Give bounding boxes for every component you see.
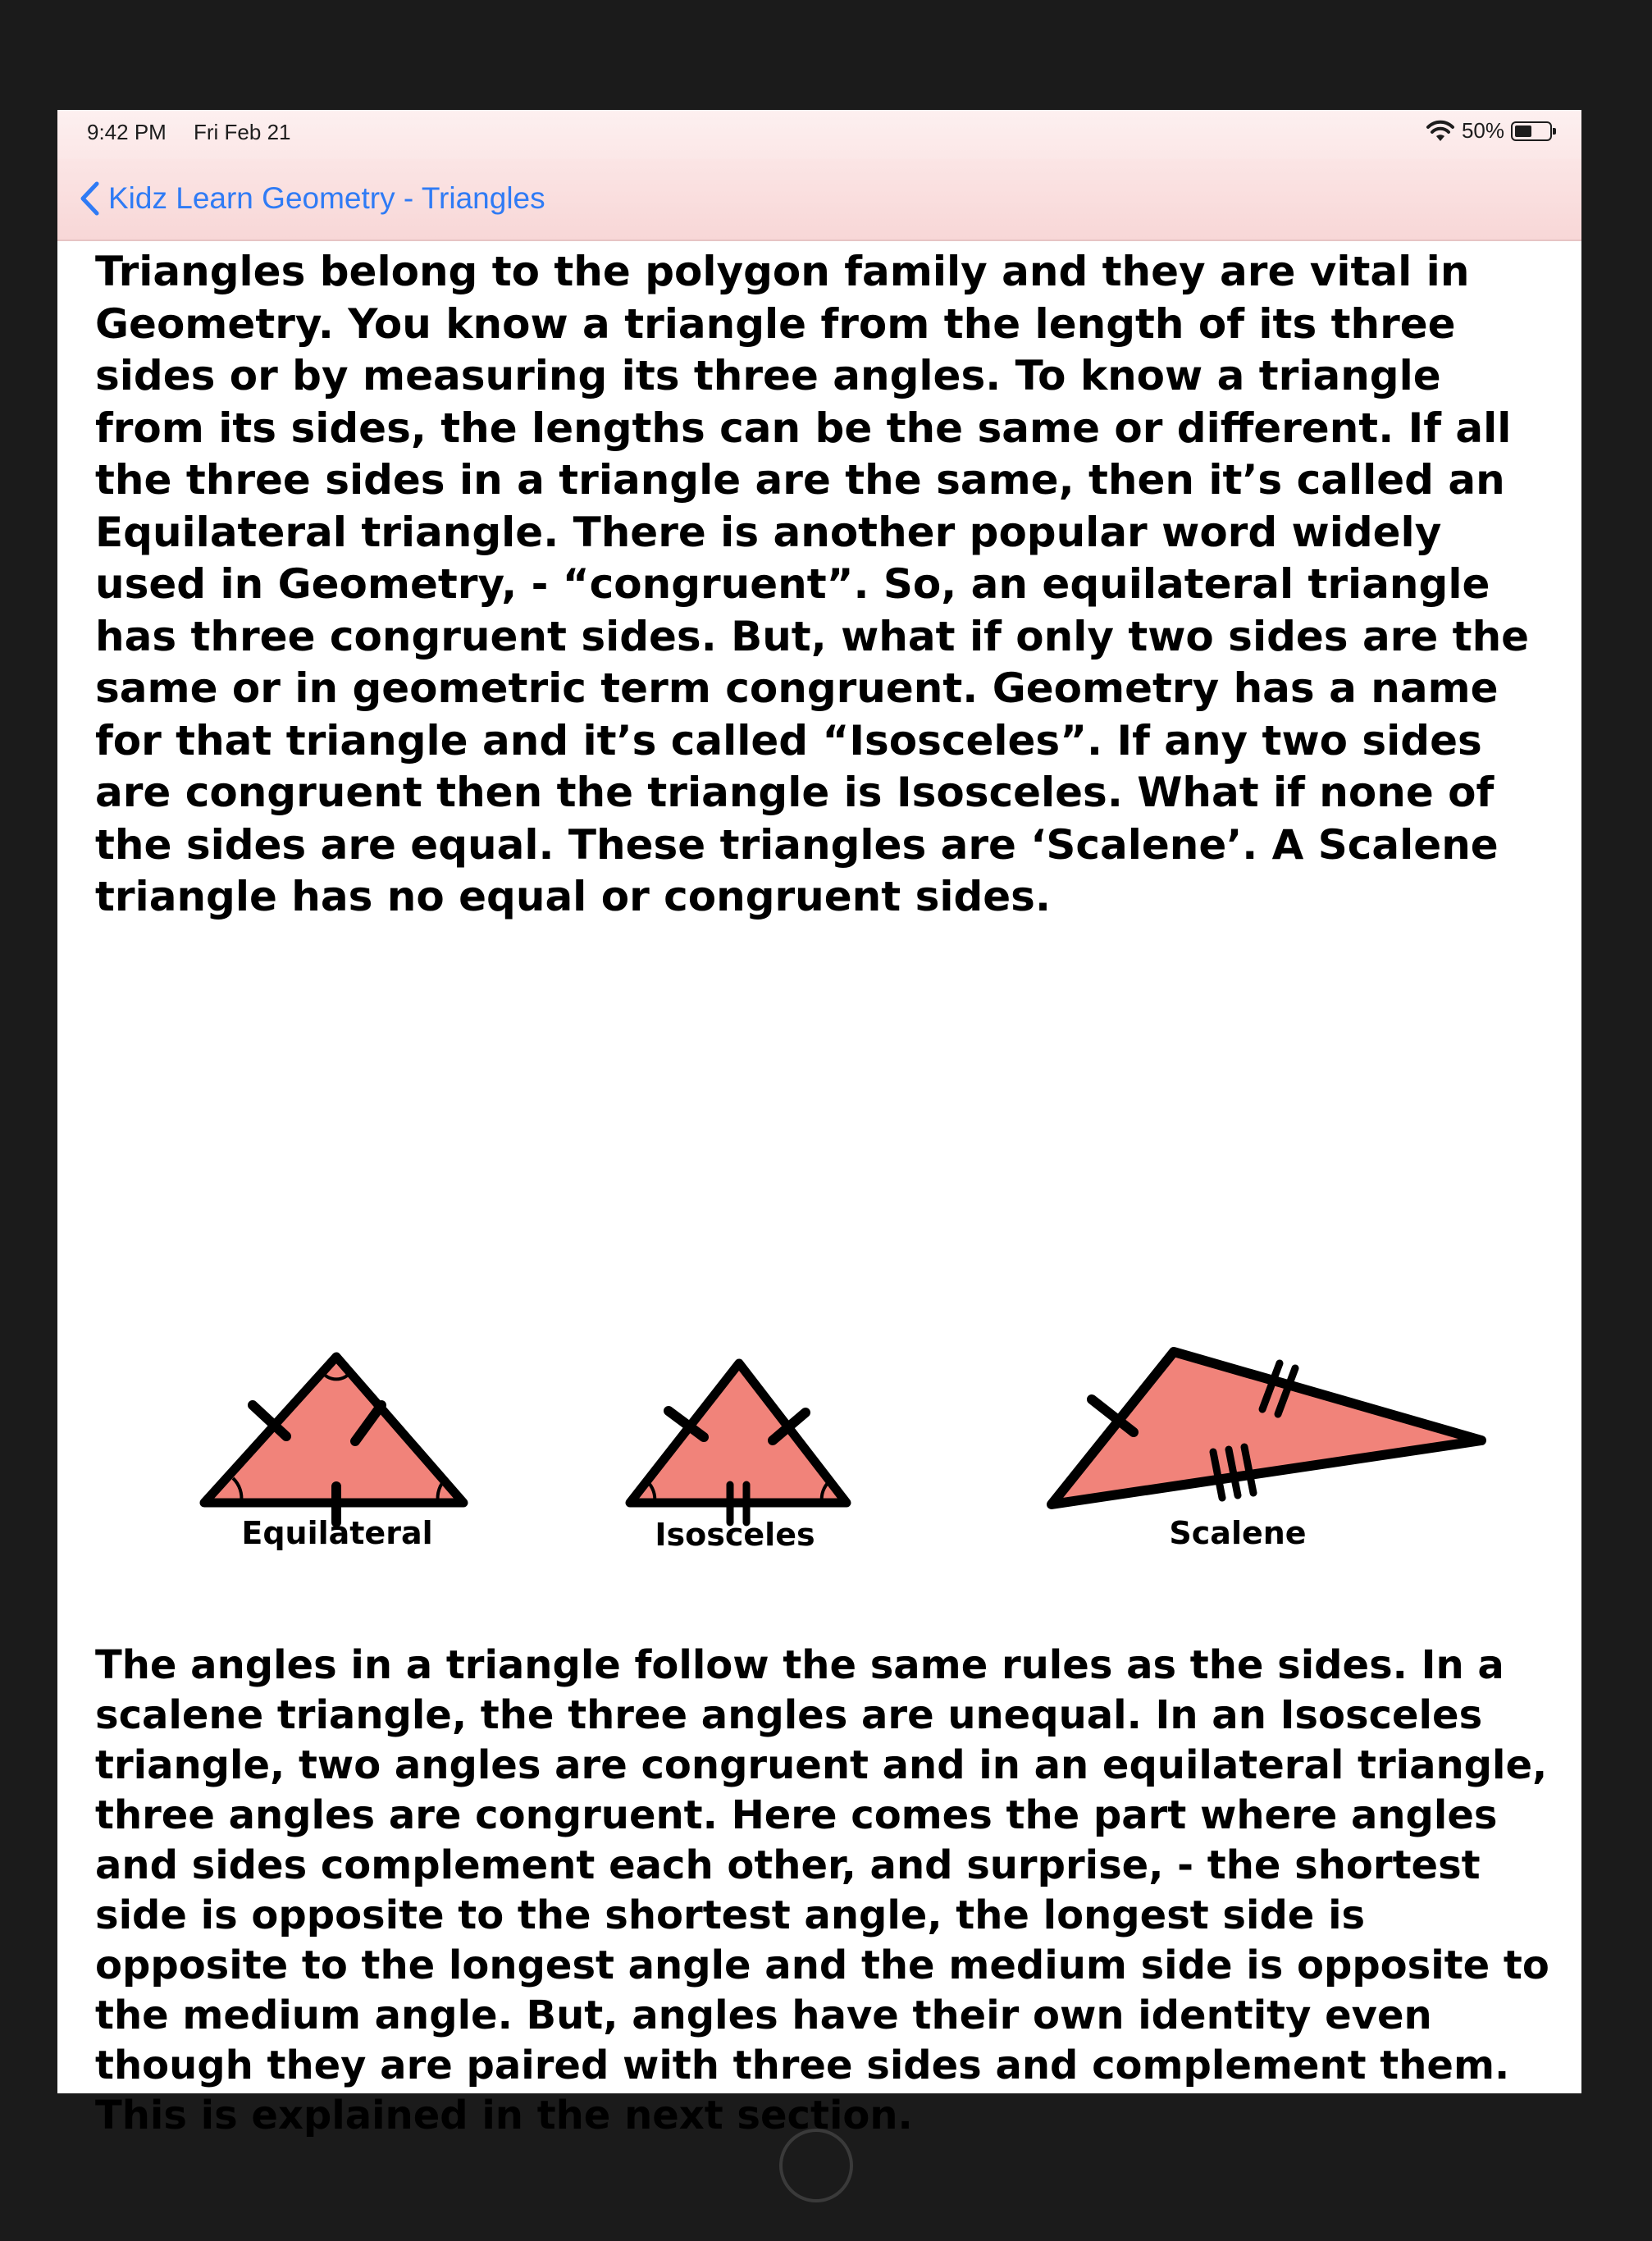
navigation-bar (57, 159, 1581, 241)
status-indicators (1426, 118, 1552, 144)
chevron-left-icon (79, 180, 100, 217)
isosceles-triangle (630, 1363, 847, 1553)
scalene-triangle (1052, 1352, 1481, 1551)
screen (57, 110, 1581, 2138)
battery-icon (1511, 121, 1552, 141)
back-button[interactable] (79, 176, 545, 221)
equilateral-triangle (204, 1357, 463, 1551)
intro-paragraph: Triangles belong to the polygon family and they are vital in Geometry. You know a triangle from the length of its three sides or by measuring its three angles. To know a triangle from its sides, the lengths can be the same or different. If all the three sides in a triangle are the same, then it’s called an Equilateral triangle. There is another popular word widely used in Geometry, - “congruent”. So, an equilateral triangle has three congruent sides. But, what if only two sides are the same or in geometric term congruent. Geometry has a name for that triangle and it’s called “Isosceles”. If any two sides are congruent then the triangle is Isosceles. What if none of the sides are equal. These triangles are ‘Scalene’. A Scalene triangle has no equal or congruent sides. (95, 248, 1530, 920)
angles-paragraph: The angles in a triangle follow the same rules as the sides. In a scalene triangle, the three angles are unequal. In an Isosceles triangle, two angles are congruent and in an equilateral triangle, three angles are congruent. Here comes the part where angles and sides complement each other, and surprise, - the shortest side is opposite to the shortest angle, the longest side is opposite to the longest angle and the medium side is opposite to the medium angle. But, angles have their own identity even though they are paired with three sides and complement them. This is explained in the next section. (95, 1642, 1549, 2138)
back-label: Kidz Learn Geometry - Triangles (108, 181, 545, 215)
label-equilateral: Equilateral (241, 1515, 433, 1551)
status-date: Fri Feb 21 (194, 120, 291, 144)
battery-percent: 50% (1461, 118, 1504, 143)
wifi-icon (1426, 120, 1455, 143)
status-time: 9:42 PM (87, 120, 167, 144)
battery-tip (1553, 128, 1556, 135)
battery-level (1515, 126, 1531, 137)
home-button[interactable] (779, 2129, 853, 2202)
label-isosceles: Isosceles (655, 1517, 815, 1553)
label-scalene: Scalene (1169, 1515, 1307, 1551)
status-bar (57, 110, 1581, 159)
